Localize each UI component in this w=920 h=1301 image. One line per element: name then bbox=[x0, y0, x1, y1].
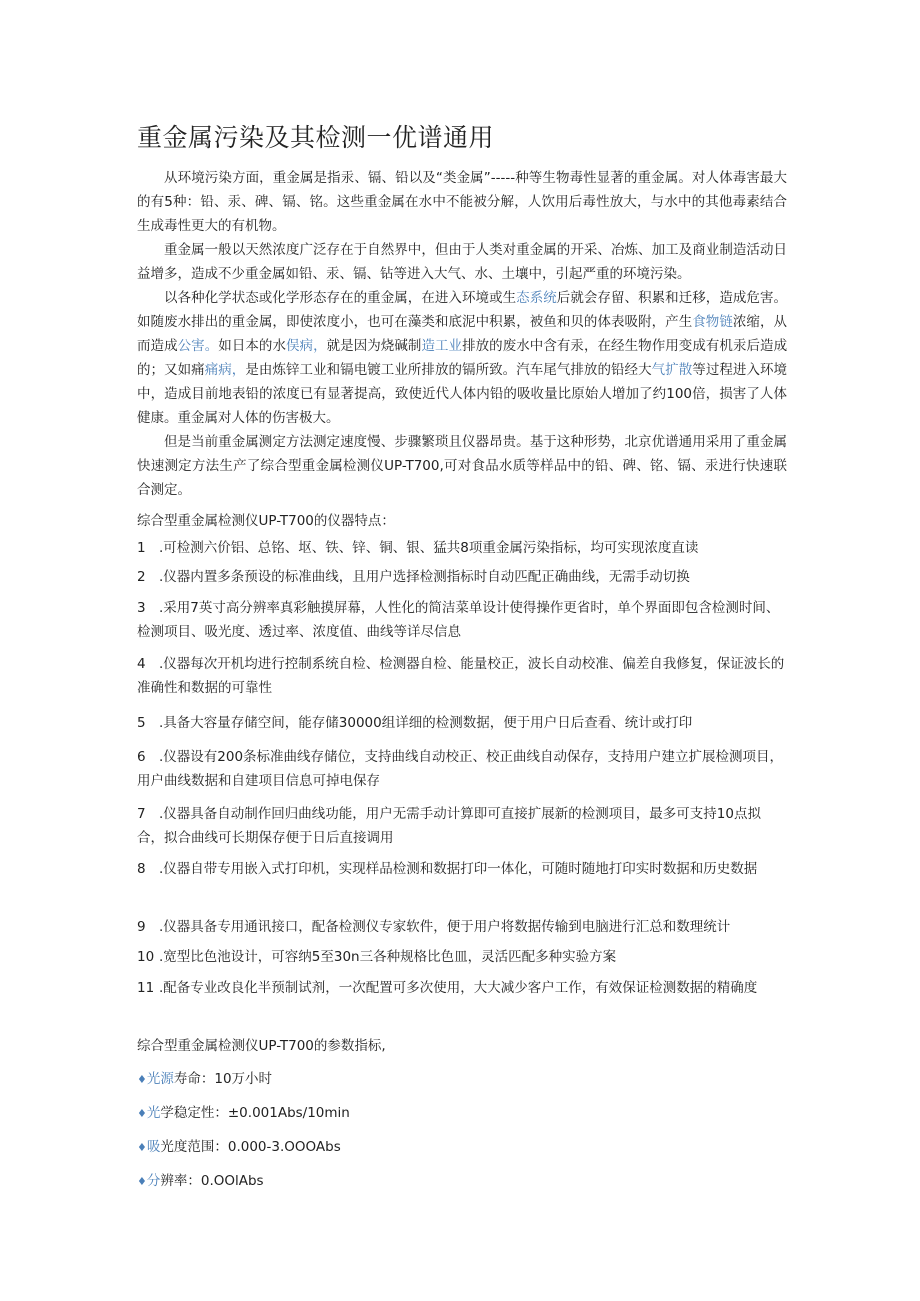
spec-item: ♦光学稳定性：±0.001Abs∕10min bbox=[137, 1105, 350, 1121]
intro-section bbox=[137, 166, 787, 502]
paragraph-1: 从环境污染方面，重金属是指汞、镉、铅以及“类金属”-----种等生物毒性显著的重金属。对人体毒害最大的有5种：铅、汞、碑、镉、铭。这些重金属在水中不能被分解，人饮用后毒性放大，与水中的其他毒素结合生成毒性更大的有机物。 bbox=[137, 170, 787, 234]
paragraph-2: 重金属一般以天然浓度广泛存在于自然界中，但由于人类对重金属的开采、冶炼、加工及商业制造活动日益增多，造成不少重金属如铅、汞、镉、钻等进入大气、水、土壤中，引起严重的环境污染。 bbox=[137, 242, 787, 282]
p3-text-f: 排放的废水中含有汞，在经生物作用变成有机汞后造成的；又如痛 bbox=[137, 338, 788, 378]
link-resolution[interactable]: 分 bbox=[146, 1173, 161, 1189]
link-ecosystem[interactable]: 态系统 bbox=[516, 290, 557, 306]
p3-text-c: 浓缩，从而造成 bbox=[137, 314, 788, 354]
spec-item: ♦光源寿命：10万小时 bbox=[137, 1071, 273, 1087]
p3-text-a: 以各种化学状态或化学形态存在的重金属，在进入环境或生 bbox=[164, 290, 517, 306]
feature-item: 7 .仪器具备自动制作回归曲线功能，用户无需手动计算即可直接扩展新的检测项目，最多可支持10点拟合，拟合曲线可长期保存便于日后直接调用 bbox=[137, 806, 761, 846]
document-title: 重金属污染及其检测一优谱通用 bbox=[137, 123, 495, 152]
params-heading: 综合型重金属检测仪UP-T700的参数指标, bbox=[137, 1038, 386, 1054]
feature-item: 5 .具备大容量存储空间，能存储30000组详细的检测数据，便于用户日后查看、统计或打印 bbox=[137, 715, 693, 731]
p3-text-d: 如日本的水 bbox=[218, 338, 286, 354]
link-atmospheric-diffusion[interactable]: 气扩散 bbox=[651, 362, 693, 378]
feature-item: 8 .仪器自带专用嵌入式打印机，实现样品检测和数据打印一体化，可随时随地打印实时数据和历史数据 bbox=[137, 861, 758, 877]
link-itai-itai[interactable]: 痛病， bbox=[204, 362, 246, 378]
p3-text-e: 就是因为烧碱制 bbox=[326, 338, 422, 354]
feature-item: 6 .仪器设有200条标准曲线存储位，支持曲线自动校正、校正曲线自动保存，支持用户建立扩展检测项目，用户曲线数据和自建项目信息可掉电保存 bbox=[137, 749, 784, 789]
features-heading: 综合型重金属检测仪UP-T700的仪器特点： bbox=[137, 513, 395, 529]
feature-item: 1 .可检测六价铝、总铭、𫭟、铁、锌、铜、银、猛共8项重金属污染指标，均可实现浓度直读 bbox=[137, 540, 699, 556]
feature-item: 11 .配备专业改良化半预制试剂，一次配置可多次使用，大大减少客户工作，有效保证检测数据的精确度 bbox=[137, 980, 758, 996]
spec-item: ♦吸光度范围：0.000-3.OOOAbs bbox=[137, 1139, 341, 1155]
link-absorbance[interactable]: 吸 bbox=[146, 1139, 161, 1155]
feature-item: 10 .宽型比色池设计，可容纳5至30n三各种规格比色皿，灵活匹配多种实验方案 bbox=[137, 949, 617, 965]
link-industry[interactable]: 造工业 bbox=[421, 338, 463, 354]
diamond-bullet-icon: ♦ bbox=[137, 1141, 147, 1154]
feature-item: 3 .采用7英寸高分辨率真彩触摸屏幕，人性化的简洁菜单设计使得操作更省时，单个界面即包含检测时间、检测项目、吸光度、透过率、浓度值、曲线等详尽信息 bbox=[137, 600, 780, 640]
link-food-chain[interactable]: 食物链 bbox=[692, 314, 733, 330]
spec-item: ♦分辨率：0.OOlAbs bbox=[137, 1173, 264, 1189]
diamond-bullet-icon: ♦ bbox=[137, 1107, 147, 1120]
p3-text-h: 等过程进入环境中，造成目前地表铅的浓度已有显著提高，致使近代人体内铅的吸收量比原始人增加了约100倍，损害了人体健康。重金属对人体的伤害极大。 bbox=[137, 362, 788, 426]
paragraph-3 bbox=[137, 286, 787, 430]
link-minamata[interactable]: 俣病， bbox=[286, 338, 327, 354]
link-light-source[interactable]: 光源 bbox=[146, 1071, 174, 1087]
p3-text-g: 是由炼锌工业和镉电镀工业所排放的镉所致。汽车尾气排放的铅经大 bbox=[245, 362, 652, 378]
paragraph-4: 但是当前重金属测定方法测定速度慢、步骤繁琐且仪器昂贵。基于这种形势，北京优谱通用采用了重金属快速测定方法生产了综合型重金属检测仪UP-T700,可对食品水质等样品中的铅、碑、铭、镉、汞进行快速联合测定。 bbox=[137, 434, 787, 498]
p3-text-b: 后就会存留、积累和迁移，造成危害。如随废水排出的重金属，即使浓度小，也可在藻类和底泥中积累，被鱼和贝的体表吸附，产生 bbox=[137, 290, 788, 330]
link-public-hazard[interactable]: 公害。 bbox=[177, 338, 219, 354]
diamond-bullet-icon: ♦ bbox=[137, 1073, 147, 1086]
feature-item: 2 .仪器内置多条预设的标准曲线，且用户选择检测指标时自动匹配正确曲线，无需手动切换 bbox=[137, 569, 690, 585]
feature-item: 9 .仪器具备专用通讯接口，配备检测仪专家软件，便于用户将数据传输到电脑进行汇总和数理统计 bbox=[137, 919, 731, 935]
link-light[interactable]: 光 bbox=[146, 1105, 161, 1121]
diamond-bullet-icon: ♦ bbox=[137, 1175, 147, 1188]
feature-item: 4 .仪器每次开机均进行控制系统自检、检测器自检、能量校正，波长自动校准、偏差自我修复，保证波长的准确性和数据的可靠性 bbox=[137, 656, 785, 696]
